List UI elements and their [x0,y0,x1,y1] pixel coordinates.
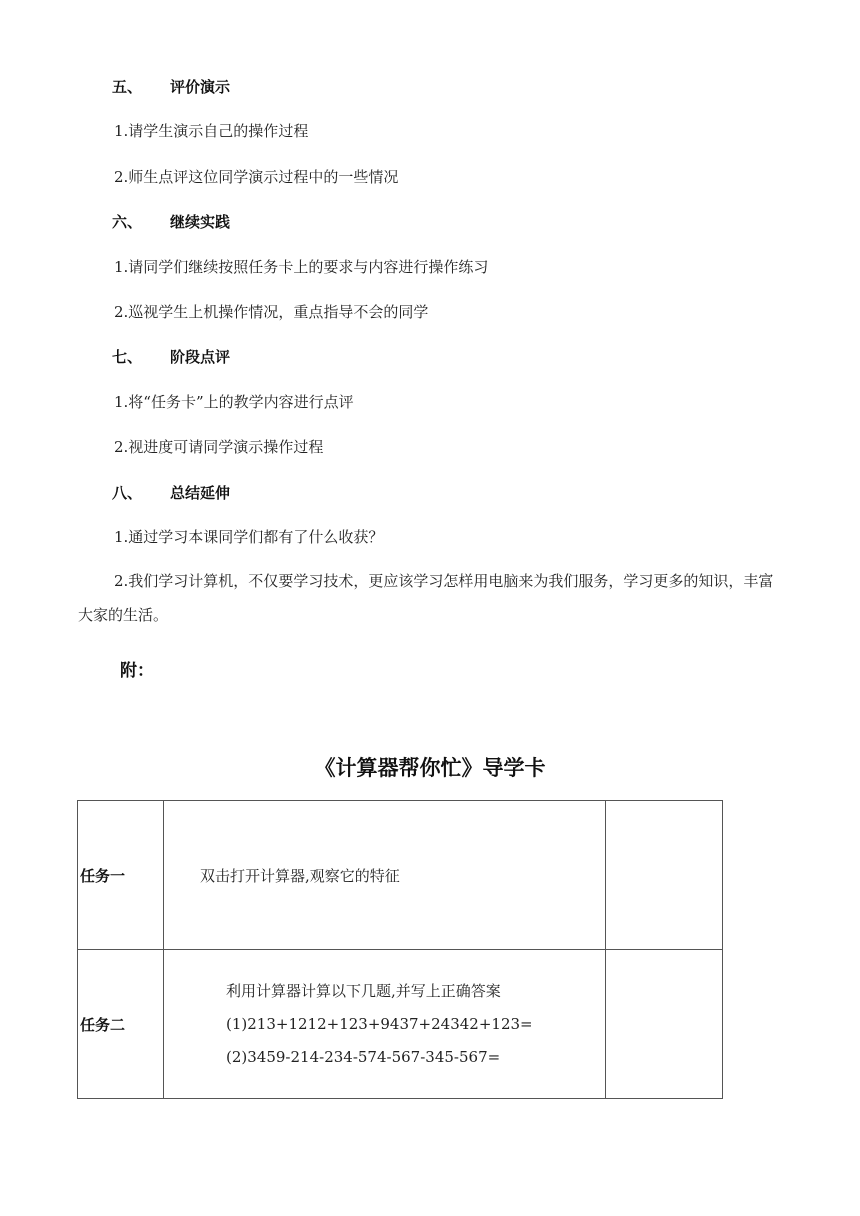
section-number: 八、 [112,484,143,502]
task-line: (2)3459-214-234-574-567-345-567= [226,1047,501,1066]
answer-cell [606,801,723,950]
section-number: 七、 [112,348,143,366]
section-heading-7 [112,346,230,367]
task-content [164,801,606,950]
task-line: (1)213+1212+123+9437+24342+123= [226,1014,533,1033]
answer-cell [606,950,723,1099]
task-line: 双击打开计算器,观察它的特征 [200,866,400,885]
card-title: 《计算器帮你忙》导学卡 [314,756,546,780]
section-title: 阶段点评 [170,348,231,366]
list-item: 2.师生点评这位同学演示过程中的一些情况 [114,168,399,186]
section-heading-6 [112,211,230,232]
task-label: 任务一 [78,801,164,950]
section-title: 评价演示 [170,78,231,96]
list-item: 2.视进度可请同学演示操作过程 [114,438,324,456]
guide-card-table [77,800,723,1099]
closing-paragraph-text: 2.我们学习计算机，不仅要学习技术，更应该学习怎样用电脑来为我们服务，学习更多的知识，丰富大家的生活。 [78,572,774,624]
section-number: 六、 [112,213,143,231]
appendix-label: 附： [120,661,154,681]
section-heading-8 [112,482,230,503]
section-heading-5 [112,76,230,97]
task-label: 任务二 [78,950,164,1099]
list-item: 2.巡视学生上机操作情况，重点指导不会的同学 [114,303,429,321]
section-number: 五、 [112,78,143,96]
task-content [164,950,606,1099]
list-item: 1.通过学习本课同学们都有了什么收获？ [114,528,384,546]
section-title: 总结延伸 [170,484,231,502]
list-item: 1.将“任务卡”上的教学内容进行点评 [114,393,354,411]
table-row [78,950,723,1099]
closing-paragraph [78,564,782,632]
list-item: 1.请学生演示自己的操作过程 [114,122,309,140]
table-row [78,801,723,950]
list-item: 1.请同学们继续按照任务卡上的要求与内容进行操作练习 [114,258,489,276]
section-title: 继续实践 [170,213,231,231]
task-line: 利用计算器计算以下几题,并写上正确答案 [226,981,501,1000]
